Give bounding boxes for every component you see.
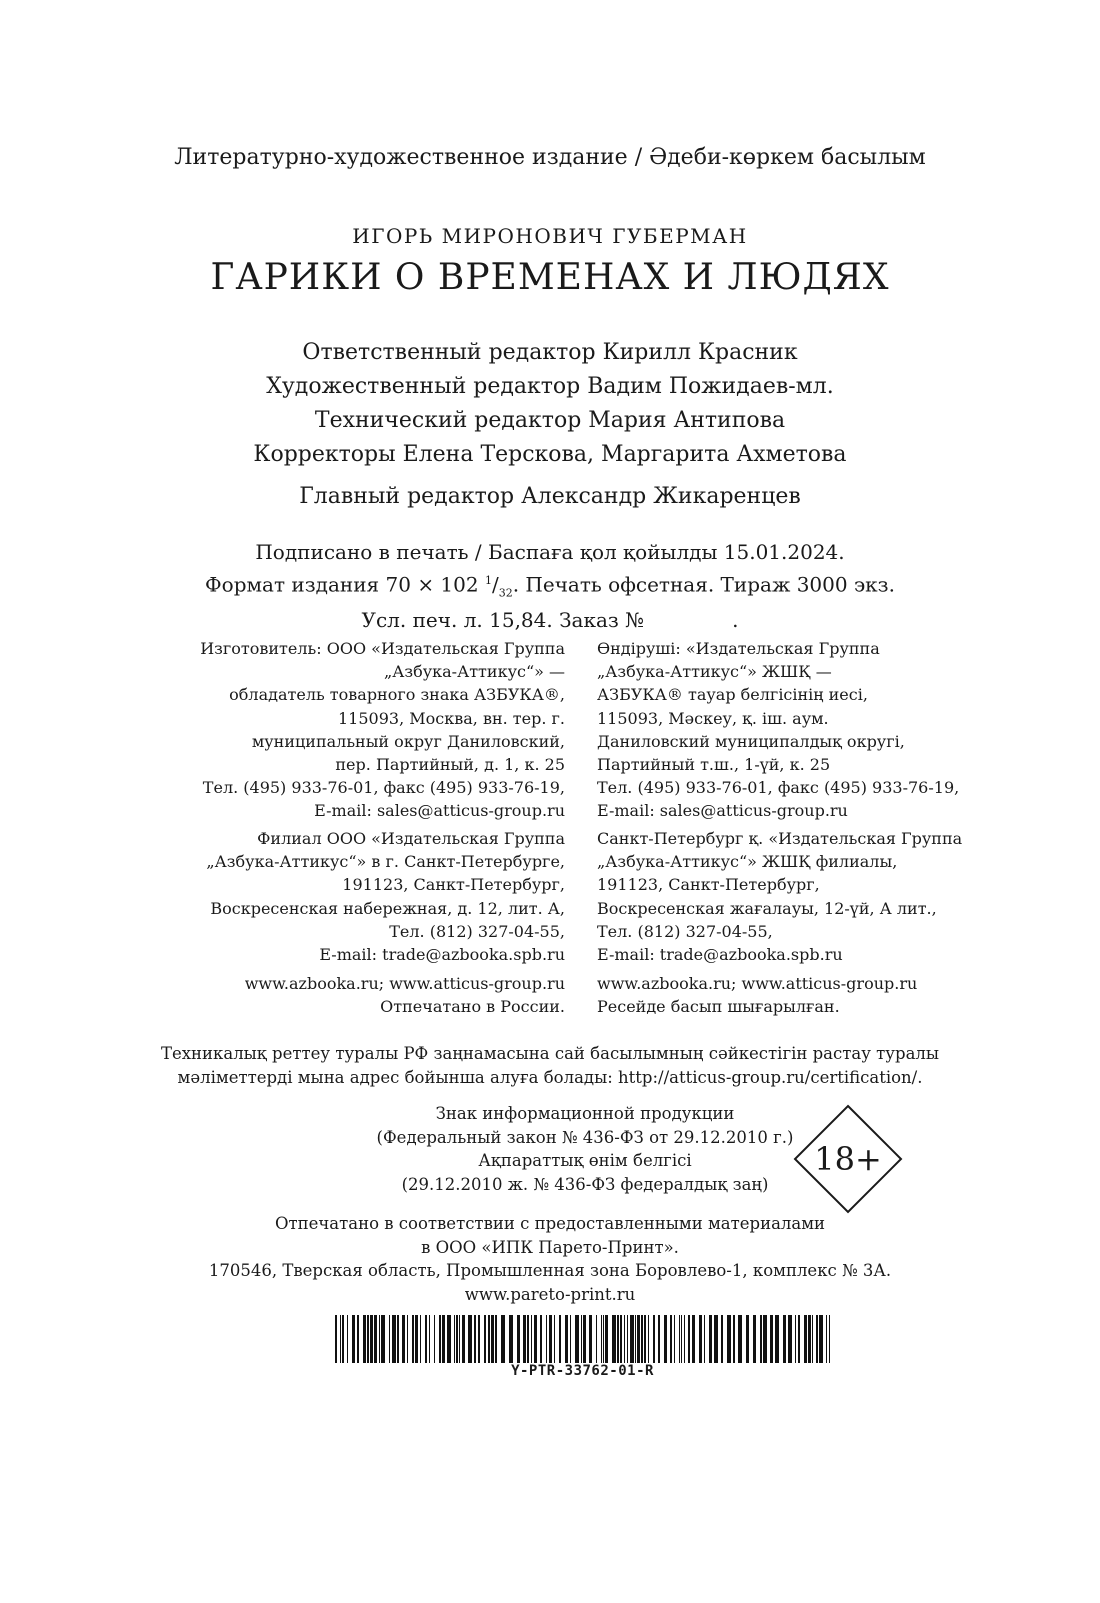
- book-title: [0, 254, 1100, 302]
- branch-kz-line: Тел. (812) 327-04-55,: [597, 921, 773, 941]
- chief-editor-text: Главный редактор Александр Жикаренцев: [299, 484, 801, 509]
- branch-ru-line: Воскресенская набережная, д. 12, лит. А,: [210, 898, 565, 918]
- order-line: [0, 607, 1100, 635]
- printing-house-line: в ООО «ИПК Парето-Принт».: [421, 1237, 679, 1257]
- manufacturer-kz-line: АЗБУКА® тауар белгісінің иесі,: [597, 685, 868, 705]
- manufacturer-kz-line: Өндіруші: «Издательская Группа: [597, 639, 880, 658]
- order-suffix: .: [732, 607, 739, 632]
- web-ru-line: Отпечатано в России.: [380, 997, 565, 1017]
- branch-kz-line: E-mail: trade@azbooka.spb.ru: [597, 945, 843, 965]
- barcode-id: Y-PTR-33762-01-R: [511, 1363, 654, 1379]
- editor-line: Корректоры Елена Терскова, Маргарита Ахметова: [253, 442, 847, 467]
- printing-house-line: www.pareto-print.ru: [464, 1284, 636, 1304]
- manufacturer-kz-line: Партийный т.ш., 1-үй, к. 25: [597, 755, 831, 775]
- manufacturer-kz-line: „Азбука-Аттикус“» ЖШҚ —: [597, 662, 832, 682]
- manufacturer-kz-line: E-mail: sales@atticus-group.ru: [597, 801, 848, 821]
- manufacturer-ru-line: обладатель товарного знака АЗБУКА®,: [229, 685, 565, 705]
- tech-regulation-note: [0, 1042, 1100, 1089]
- format-denominator: 32: [498, 586, 513, 600]
- manufacturer-kz-line: Тел. (495) 933-76-01, факс (495) 933-76-19,: [597, 778, 960, 798]
- format-line: Формат издания 70 × 102 $^1/_{32}$. Печать офсетная. Тираж 3000 экз.: [205, 572, 895, 600]
- format-suffix: . Печать офсетная. Тираж 3000 экз.: [512, 572, 895, 597]
- branch-ru-line: E-mail: trade@azbooka.spb.ru: [319, 945, 565, 965]
- editor-line: Художественный редактор Вадим Пожидаев-мл.: [266, 374, 834, 399]
- barcode: [335, 1315, 830, 1363]
- print-info: [0, 539, 1100, 634]
- branch-ru-line: 191123, Санкт-Петербург,: [342, 875, 565, 895]
- manufacturer-ru-line: муниципальный округ Даниловский,: [251, 731, 565, 751]
- age-info-line: (Федеральный закон № 436-ФЗ от 29.12.2010 г.): [376, 1127, 794, 1147]
- age-info: [355, 1102, 815, 1196]
- format-numerator: 1: [484, 573, 492, 587]
- age-info-line: (29.12.2010 ж. № 436-ФЗ федералдық заң): [401, 1174, 769, 1194]
- branch-kz: [597, 827, 1017, 966]
- signed-date: Подписано в печать / Баспаға қол қойылды 15.01.2024.: [255, 540, 845, 564]
- book-title-text: ГАРИКИ О ВРЕМЕНАХ И ЛЮДЯХ: [210, 257, 890, 298]
- age-rating-label: 18+: [814, 1140, 882, 1178]
- editor-line: Ответственный редактор Кирилл Красник: [302, 340, 798, 365]
- age-info-line: Знак информационной продукции: [435, 1104, 735, 1123]
- manufacturer-ru-line: 115093, Москва, вн. тер. г.: [338, 708, 565, 728]
- branch-kz-line: „Азбука-Аттикус“» ЖШҚ филиалы,: [597, 852, 898, 872]
- printing-house: [0, 1212, 1100, 1306]
- author-name: [0, 222, 1100, 250]
- tech-regulation-line: Техникалық реттеу туралы РФ заңнамасына сай басылымның сәйкестігін растау туралы: [160, 1044, 940, 1063]
- manufacturer-ru-line: пер. Партийный, д. 1, к. 25: [335, 755, 565, 775]
- manufacturer-ru: [165, 637, 565, 823]
- printing-house-line: Отпечатано в соответствии с предоставленными материалами: [274, 1214, 826, 1233]
- branch-ru-line: Тел. (812) 327-04-55,: [389, 921, 565, 941]
- web-ru-line: www.azbooka.ru; www.atticus-group.ru: [244, 974, 565, 993]
- branch-kz-line: Санкт-Петербург қ. «Издательская Группа: [597, 829, 963, 848]
- manufacturer-ru-line: E-mail: sales@atticus-group.ru: [314, 801, 565, 821]
- chief-editor: [0, 480, 1100, 514]
- tech-regulation-line: мәліметтерді мына адрес бойынша алуға болады: http://atticus-group.ru/certification/.: [177, 1067, 923, 1087]
- edition-type-text: Литературно-художественное издание / Әдеби-көркем басылым: [174, 145, 926, 170]
- branch-ru-line: Филиал ООО «Издательская Группа: [257, 829, 565, 848]
- author-name-text: ИГОРЬ МИРОНОВИЧ ГУБЕРМАН: [352, 224, 748, 248]
- web-ru: [165, 972, 565, 1018]
- web-kz-line: Ресейде басып шығарылған.: [597, 997, 840, 1017]
- branch-kz-line: Воскресенская жағалауы, 12-үй, А лит.,: [597, 898, 937, 918]
- branch-kz-line: 191123, Санкт-Петербург,: [597, 875, 820, 895]
- manufacturer-kz-line: 115093, Мәскеу, қ. іш. аум.: [597, 708, 829, 728]
- manufacturer-kz-line: Даниловский муниципалдық округі,: [597, 731, 905, 751]
- web-kz: [597, 972, 1017, 1018]
- editor-line: Технический редактор Мария Антипова: [314, 408, 786, 433]
- web-kz-line: www.azbooka.ru; www.atticus-group.ru: [597, 974, 918, 993]
- edition-type: [0, 143, 1100, 173]
- manufacturer-ru-line: Изготовитель: ООО «Издательская Группа: [200, 639, 565, 658]
- age-info-line: Ақпараттық өнім белгісі: [478, 1151, 692, 1170]
- printing-house-line: 170546, Тверская область, Промышленная зона Боровлево-1, комплекс № 3А.: [208, 1261, 892, 1280]
- format-prefix: Формат издания 70 × 102: [205, 572, 485, 597]
- manufacturer-ru-line: „Азбука-Аттикус“» —: [383, 662, 565, 682]
- editors-list: [0, 336, 1100, 472]
- branch-ru-line: „Азбука-Аттикус“» в г. Санкт-Петербурге,: [206, 852, 565, 872]
- manufacturer-kz: [597, 637, 1017, 823]
- manufacturer-ru-line: Тел. (495) 933-76-01, факс (495) 933-76-19,: [202, 778, 565, 798]
- order-prefix: Усл. печ. л. 15,84. Заказ №: [361, 607, 645, 632]
- branch-ru: [165, 827, 565, 966]
- age-rating-badge: [793, 1104, 903, 1214]
